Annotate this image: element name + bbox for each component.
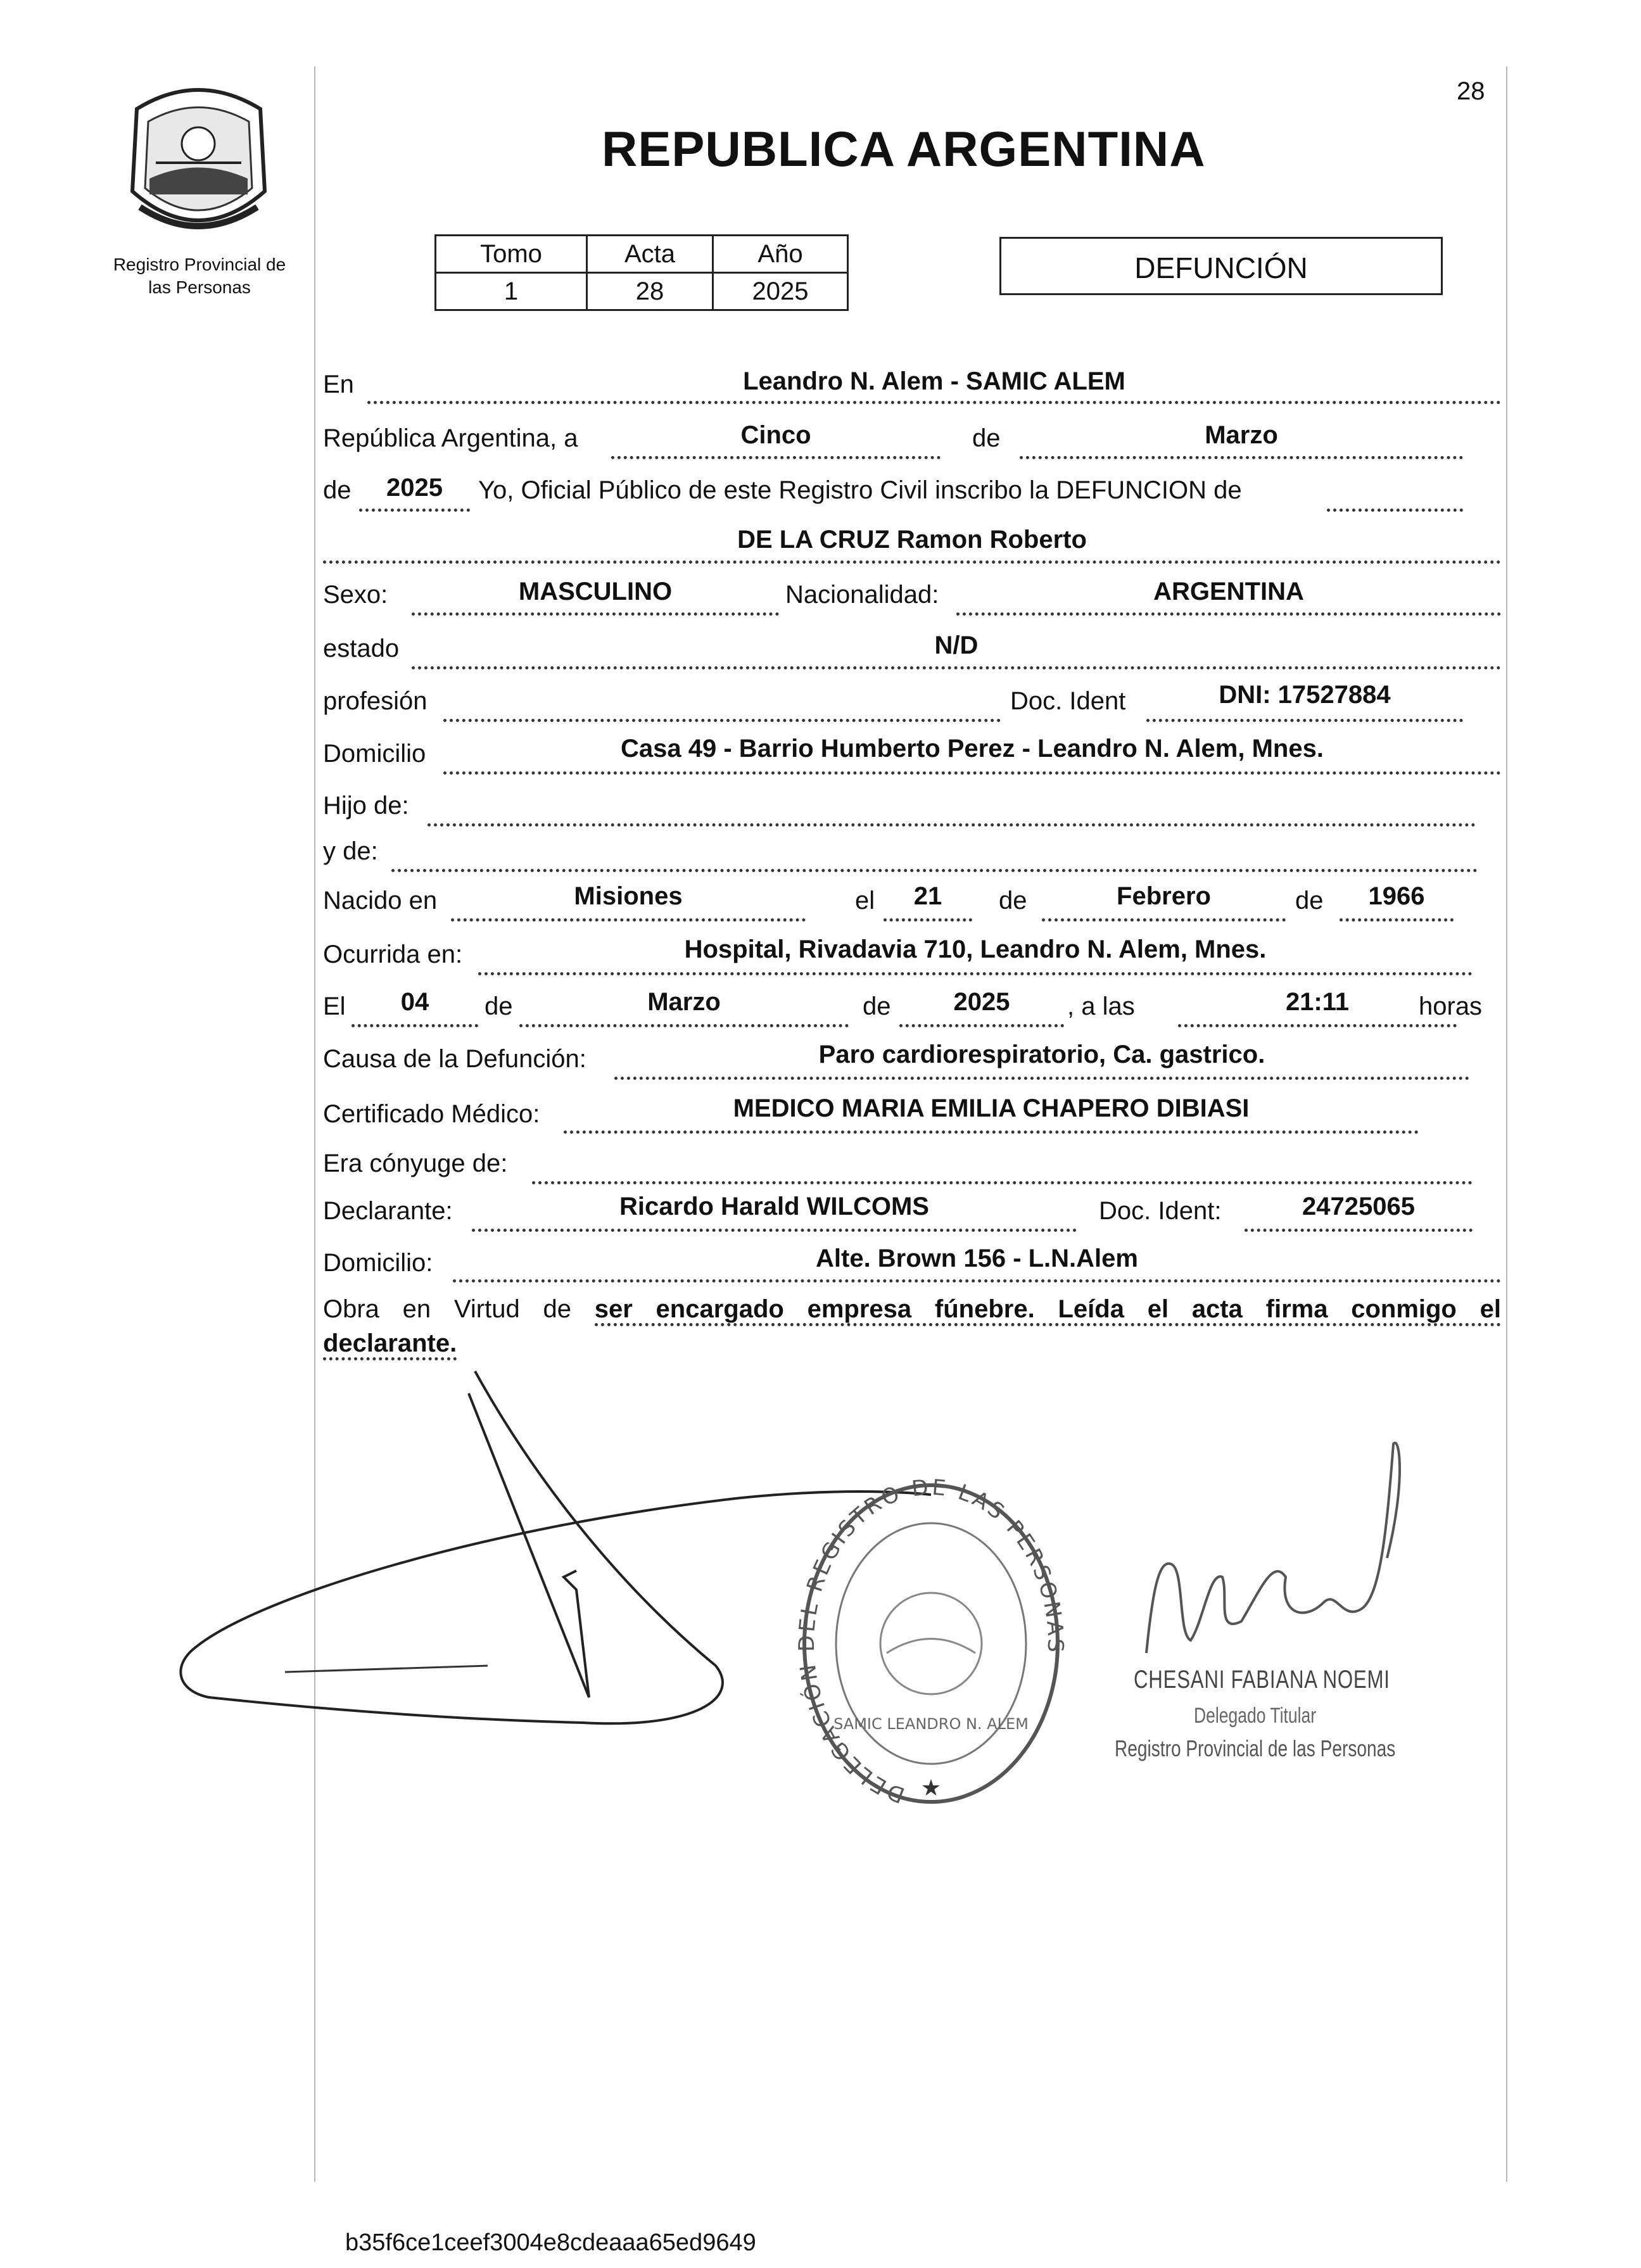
label-El: El <box>323 992 346 1020</box>
dots-sexo <box>412 612 779 616</box>
label-y-de: y de: <box>323 837 378 865</box>
dots-nac-mes <box>1042 918 1286 922</box>
label-certificado: Certificado Médico: <box>323 1100 540 1128</box>
label-causa: Causa de la Defunción: <box>323 1045 586 1073</box>
field-def-anio: 2025 <box>953 988 1010 1016</box>
field-estado: N/D <box>934 631 979 659</box>
dots-doc <box>1146 719 1463 722</box>
label-profesion: profesión <box>323 687 428 715</box>
dots-causa <box>614 1077 1469 1080</box>
dots-estado <box>412 666 1501 669</box>
label-de-3: de <box>999 887 1027 915</box>
tomo-header: Tomo <box>436 236 587 273</box>
field-dia-palabra: Cinco <box>740 421 811 449</box>
field-fallecido: DE LA CRUZ Ramon Roberto <box>737 526 1087 554</box>
dots-def-hora <box>1178 1024 1457 1027</box>
label-conyuge: Era cónyuge de: <box>323 1150 508 1177</box>
official-org: Registro Provincial de las Personas <box>1115 1735 1396 1761</box>
dots-nacido-en <box>451 918 806 922</box>
anio-value: 2025 <box>713 273 848 310</box>
dots-hijo-de <box>428 823 1476 827</box>
anio-header: Año <box>713 236 848 273</box>
label-obra: Obra en Virtud de <box>323 1295 571 1323</box>
dots-de-end <box>1327 509 1463 512</box>
field-causa: Paro cardiorespiratorio, Ca. gastrico. <box>818 1041 1265 1068</box>
label-horas: horas <box>1419 992 1483 1020</box>
document-title: REPUBLICA ARGENTINA <box>602 121 1206 177</box>
dots-domicilio <box>443 771 1501 775</box>
dots-nac-dia <box>884 918 972 922</box>
dots-def-anio <box>899 1024 1064 1027</box>
registry-label-line-2: las Personas <box>148 277 251 297</box>
field-doc: DNI: 17527884 <box>1219 681 1391 709</box>
label-republica: República Argentina, a <box>323 424 578 452</box>
stamp-inner-text: SAMIC LEANDRO N. ALEM <box>833 1715 1029 1733</box>
obra-line-2 <box>323 1326 457 1360</box>
dots-anio <box>359 509 470 512</box>
acta-value: 28 <box>587 273 713 310</box>
dots-declarante-doc <box>1245 1229 1473 1232</box>
field-obra-line-2: declarante. <box>323 1329 457 1360</box>
dots-nac-anio <box>1340 918 1454 922</box>
field-def-mes: Marzo <box>647 988 721 1016</box>
dots-y-de <box>391 869 1478 872</box>
dots-lugar <box>367 401 1501 404</box>
dots-dia <box>611 456 941 459</box>
label-domicilio: Domicilio <box>323 740 426 768</box>
label-de-2: de <box>323 476 352 504</box>
field-nac-dia: 21 <box>913 882 942 910</box>
field-domicilio: Casa 49 - Barrio Humberto Perez - Leandro N. Alem, Mnes. <box>621 735 1324 763</box>
field-def-dia: 04 <box>400 988 429 1016</box>
act-type-box: DEFUNCIÓN <box>999 237 1443 295</box>
tomo-value: 1 <box>436 273 587 310</box>
field-declarante-doc: 24725065 <box>1302 1193 1415 1220</box>
label-ocurrida-en: Ocurrida en: <box>323 941 463 968</box>
label-declarante: Declarante: <box>323 1197 453 1225</box>
label-en: En <box>323 371 354 398</box>
field-def-hora: 21:11 <box>1285 988 1350 1016</box>
label-domicilio-2: Domicilio: <box>323 1249 433 1277</box>
label-sexo: Sexo: <box>323 581 388 609</box>
label-yo-oficial: Yo, Oficial Público de este Registro Civil inscribo la DEFUNCION de <box>478 476 1242 504</box>
dots-declarante-domicilio <box>453 1279 1501 1283</box>
label-de-4: de <box>1295 887 1324 915</box>
field-declarante-domicilio: Alte. Brown 156 - L.N.Alem <box>816 1245 1138 1272</box>
field-nac-anio: 1966 <box>1368 882 1425 910</box>
left-margin-line <box>314 67 315 2182</box>
label-a-las: , a las <box>1067 992 1135 1020</box>
label-de-1: de <box>972 424 1001 452</box>
dots-nacionalidad <box>956 612 1501 616</box>
dots-fallecido <box>323 561 1501 564</box>
province-shield-logo <box>124 84 273 242</box>
field-mes: Marzo <box>1205 421 1278 449</box>
field-lugar: Leandro N. Alem - SAMIC ALEM <box>743 367 1125 395</box>
right-margin-line <box>1506 67 1507 2182</box>
dots-ocurrida-en <box>478 972 1473 975</box>
dots-mes <box>1020 456 1463 459</box>
field-declarante: Ricardo Harald WILCOMS <box>619 1193 929 1220</box>
field-ocurrida-en: Hospital, Rivadavia 710, Leandro N. Alem, Mnes. <box>684 935 1267 963</box>
label-hijo-de: Hijo de: <box>323 792 409 820</box>
dots-conyuge <box>532 1181 1473 1184</box>
label-nacionalidad: Nacionalidad: <box>785 581 939 609</box>
registry-stamp <box>792 1463 1070 1818</box>
label-de-5: de <box>485 992 513 1020</box>
field-nac-mes: Febrero <box>1117 882 1211 910</box>
field-nacido-en: Misiones <box>574 882 683 910</box>
reference-table <box>434 234 849 311</box>
label-el: el <box>855 887 875 915</box>
field-certificado: MEDICO MARIA EMILIA CHAPERO DIBIASI <box>733 1094 1250 1122</box>
field-nacionalidad: ARGENTINA <box>1153 578 1304 605</box>
official-name: CHESANI FABIANA NOEMI <box>1134 1666 1390 1694</box>
stamp-star-icon: ★ <box>920 1775 942 1801</box>
label-de-6: de <box>863 992 891 1020</box>
label-nacido-en: Nacido en <box>323 887 438 915</box>
field-obra-line-1: ser encargado empresa fúnebre. Leída el acta firma conmigo el <box>595 1295 1501 1326</box>
label-doc-ident-2: Doc. Ident: <box>1099 1197 1222 1225</box>
stamp-ring-text: DELEGACIÓN DEL REGISTRO DE LAS PERSONAS <box>794 1474 1068 1808</box>
registry-label <box>95 253 304 299</box>
dots-profesion <box>443 719 1001 722</box>
registry-label-line-1: Registro Provincial de <box>113 255 286 274</box>
label-doc-ident: Doc. Ident <box>1010 687 1126 715</box>
dots-declarante <box>472 1229 1077 1232</box>
dots-certificado <box>564 1131 1419 1134</box>
acta-header: Acta <box>587 236 713 273</box>
dots-def-dia <box>352 1024 478 1027</box>
official-signature <box>1134 1431 1412 1672</box>
obra-line-1 <box>323 1292 1501 1326</box>
page-number: 28 <box>1457 77 1485 105</box>
document-hash: b35f6ce1ceef3004e8cdeaaa65ed9649 <box>345 2229 756 2256</box>
label-estado: estado <box>323 635 400 662</box>
official-role: Delegado Titular <box>1194 1704 1317 1728</box>
field-sexo: MASCULINO <box>518 578 673 605</box>
dots-def-mes <box>519 1024 849 1027</box>
field-anio: 2025 <box>386 474 443 502</box>
